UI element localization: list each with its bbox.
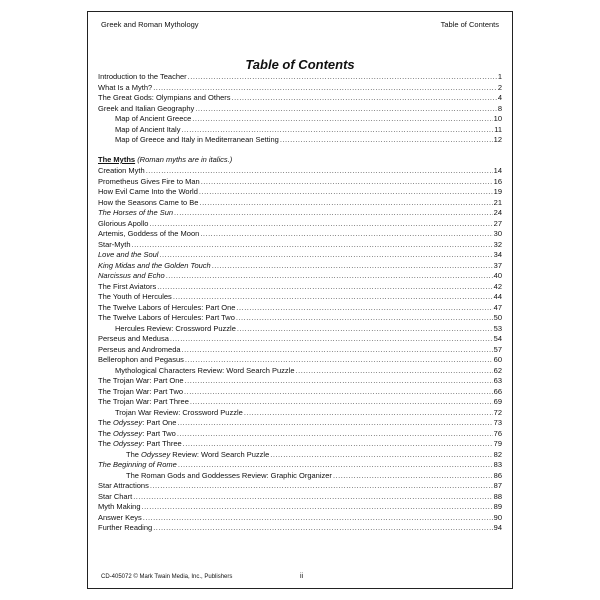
toc-entry <box>98 72 502 83</box>
toc-entry-title: Map of Ancient Italy <box>115 124 181 134</box>
page-footer <box>101 574 499 580</box>
toc-entry-page: 79 <box>493 439 502 448</box>
toc-entry <box>98 261 502 272</box>
toc-entry-page: 4 <box>497 93 502 102</box>
toc-entry-page: 19 <box>493 187 502 196</box>
toc-entry-page: 10 <box>493 114 502 123</box>
toc-entry <box>98 292 502 303</box>
toc-entry-page: 50 <box>493 313 502 322</box>
toc-entry-page: 37 <box>493 260 502 270</box>
toc-entry-title: Introduction to the Teacher <box>98 72 187 81</box>
toc-entry <box>98 513 502 524</box>
toc-leader-dots <box>185 355 493 366</box>
toc-entry <box>98 460 502 471</box>
running-header <box>101 20 499 29</box>
toc-entry <box>98 345 502 356</box>
toc-leader-dots <box>177 429 493 440</box>
toc-leader-dots <box>185 376 493 387</box>
toc-entry-title: Perseus and Medusa <box>98 334 169 343</box>
toc-leader-dots <box>237 324 493 335</box>
toc-entry-page: 54 <box>493 334 502 343</box>
toc-entry-page: 72 <box>493 407 502 417</box>
toc-leader-dots <box>177 418 492 429</box>
toc-entry-title: Mythological Characters Review: Word Search Puzzle <box>115 365 295 375</box>
toc-entry-title: The Horses of the Sun <box>98 208 174 217</box>
toc-entry-page: 40 <box>493 271 502 280</box>
toc-entry-page: 34 <box>493 250 502 259</box>
toc-entry-page: 73 <box>493 418 502 427</box>
toc-leader-dots <box>146 166 493 177</box>
toc-entry-title: Prometheus Gives Fire to Man <box>98 176 200 186</box>
toc-leader-dots <box>192 114 492 125</box>
toc-entry-title: The Odyssey: Part Two <box>98 428 176 438</box>
toc-entry-page: 82 <box>493 449 502 459</box>
toc-leader-dots <box>200 229 492 240</box>
toc-entry-title: Artemis, Goddess of the Moon <box>98 229 200 238</box>
toc-leader-dots <box>170 334 493 345</box>
toc-entry-page: 27 <box>493 218 502 228</box>
toc-leader-dots <box>296 366 493 377</box>
myths-heading-note: (Roman myths are in italics.) <box>137 155 233 164</box>
toc-entry-title: Myth Making <box>98 502 141 511</box>
toc-leader-dots <box>142 502 493 513</box>
toc-entry-page: 16 <box>493 176 502 186</box>
toc-entry-page: 63 <box>493 376 502 385</box>
myths-heading-label: The Myths <box>98 155 136 164</box>
toc-entry <box>98 439 502 450</box>
toc-entry <box>98 387 502 398</box>
toc-entry-title: The Odyssey: Part Three <box>98 439 182 448</box>
toc-leader-dots <box>166 271 493 282</box>
toc-entry <box>98 240 502 251</box>
toc-entry-page: 14 <box>493 166 502 175</box>
toc-entry <box>98 250 502 261</box>
toc-entry <box>98 271 502 282</box>
toc-entry-page: 42 <box>493 281 502 291</box>
header-section-title: Table of Contents <box>440 20 499 29</box>
toc-leader-dots <box>199 198 492 209</box>
toc-entry <box>98 104 502 115</box>
toc-entry-title: Hercules Review: Crossword Puzzle <box>115 323 236 333</box>
toc-entry-page: 76 <box>493 428 502 438</box>
toc-leader-dots <box>132 240 493 251</box>
toc-entry-title: The Twelve Labors of Hercules: Part One <box>98 302 236 312</box>
toc-leader-dots <box>270 450 492 461</box>
toc-entry <box>98 502 502 513</box>
toc-entry <box>98 229 502 240</box>
toc-entry-page: 44 <box>493 292 502 301</box>
toc-entry-title: Map of Greece and Italy in Mediterranean Setting <box>115 135 279 144</box>
toc-entry <box>98 492 502 503</box>
toc-entry-page: 60 <box>493 355 502 364</box>
toc-entry-page: 53 <box>493 323 502 333</box>
toc-entry <box>98 324 502 335</box>
toc-entry-title: Perseus and Andromeda <box>98 344 181 354</box>
toc-entry-title: Star-Myth <box>98 239 131 249</box>
toc-entry-title: King Midas and the Golden Touch <box>98 260 211 270</box>
toc-leader-dots <box>199 187 493 198</box>
footer-copyright: CD-405072 © Mark Twain Media, Inc., Publishers <box>101 574 233 580</box>
toc-leader-dots <box>190 397 493 408</box>
toc-entry-title: Glorious Apollo <box>98 218 149 228</box>
toc-entry-title: The Trojan War: Part Three <box>98 397 189 406</box>
toc-leader-dots <box>244 408 493 419</box>
toc-leader-dots <box>212 261 493 272</box>
toc-entry <box>98 93 502 104</box>
toc-leader-dots <box>153 523 492 534</box>
toc-entry-title: Trojan War Review: Crossword Puzzle <box>115 407 243 417</box>
document-page <box>87 11 513 589</box>
toc-leader-dots <box>150 481 493 492</box>
toc-entry-page: 62 <box>493 365 502 375</box>
toc-entry-page: 32 <box>493 239 502 249</box>
toc-entry-page: 94 <box>493 523 502 532</box>
toc-entry <box>98 219 502 230</box>
toc-entry-page: 30 <box>493 229 502 238</box>
page-title: Table of Contents <box>245 57 355 72</box>
toc-entry-title: Star Chart <box>98 491 133 501</box>
toc-entry-title: The Odyssey: Part One <box>98 418 177 427</box>
toc-entry-page: 24 <box>493 208 502 217</box>
toc-entry-title: Star Attractions <box>98 481 149 490</box>
toc-entry-page: 83 <box>493 460 502 469</box>
toc-leader-dots <box>157 282 492 293</box>
toc-leader-dots <box>159 250 492 261</box>
toc-entry <box>98 198 502 209</box>
toc-entry-page: 86 <box>493 470 502 480</box>
toc-entry-page: 87 <box>493 481 502 490</box>
toc-entry <box>98 523 502 534</box>
toc-entry <box>98 397 502 408</box>
toc-entry-title: Answer Keys <box>98 512 142 522</box>
toc-entry-title: How Evil Came Into the World <box>98 187 198 196</box>
toc-entry-page: 88 <box>493 491 502 501</box>
toc-entry-page: 1 <box>497 72 502 81</box>
toc-leader-dots <box>133 492 492 503</box>
toc-entry-title: The First Aviators <box>98 281 157 291</box>
toc-entry <box>98 83 502 94</box>
toc-entry <box>98 376 502 387</box>
toc-entry <box>98 313 502 324</box>
toc-entry <box>98 208 502 219</box>
toc-entry <box>98 471 502 482</box>
toc-leader-dots <box>280 135 493 146</box>
toc-entry-page: 57 <box>493 344 502 354</box>
toc-leader-dots <box>184 387 493 398</box>
toc-leader-dots <box>188 72 497 83</box>
toc-entry-page: 8 <box>497 103 502 113</box>
toc-leader-dots <box>236 303 492 314</box>
toc-leader-dots <box>149 219 492 230</box>
toc-entry <box>98 177 502 188</box>
toc-entry <box>98 303 502 314</box>
toc-entry-title: Further Reading <box>98 523 153 532</box>
toc-leader-dots <box>201 177 493 188</box>
toc-leader-dots <box>333 471 493 482</box>
toc-entry-title: The Great Gods: Olympians and Others <box>98 93 231 102</box>
toc-entry-title: Bellerophon and Pegasus <box>98 355 184 364</box>
toc-entry-title: What Is a Myth? <box>98 82 153 92</box>
toc-entry <box>98 114 502 125</box>
myths-section-heading <box>98 154 232 165</box>
toc-leader-dots <box>183 439 493 450</box>
toc-entry-title: The Twelve Labors of Hercules: Part Two <box>98 313 235 322</box>
toc-entry <box>98 418 502 429</box>
header-book-title: Greek and Roman Mythology <box>101 20 199 29</box>
toc-leader-dots <box>143 513 493 524</box>
toc-entry-page: 21 <box>493 197 502 207</box>
toc-leader-dots <box>181 125 493 136</box>
toc-entry-page: 66 <box>493 386 502 396</box>
toc-leader-dots <box>174 208 493 219</box>
toc-entry-page: 47 <box>493 302 502 312</box>
toc-entry-title: Love and the Soul <box>98 250 159 259</box>
toc-entry-title: Creation Myth <box>98 166 145 175</box>
toc-entry <box>98 450 502 461</box>
toc-entry <box>98 334 502 345</box>
toc-entry-title: Greek and Italian Geography <box>98 103 195 113</box>
toc-entry <box>98 135 502 146</box>
toc-intro-list <box>98 72 502 146</box>
toc-entry-title: The Roman Gods and Goddesses Review: Graphic Organizer <box>126 470 332 480</box>
toc-myths-list <box>98 166 502 534</box>
toc-entry <box>98 366 502 377</box>
toc-entry-title: How the Seasons Came to Be <box>98 197 199 207</box>
toc-entry-page: 89 <box>493 502 502 511</box>
toc-entry-page: 11 <box>494 124 502 134</box>
toc-leader-dots <box>153 83 497 94</box>
toc-entry-title: The Trojan War: Part Two <box>98 386 184 396</box>
toc-entry-title: Map of Ancient Greece <box>115 114 192 123</box>
toc-entry <box>98 187 502 198</box>
toc-entry <box>98 355 502 366</box>
toc-entry-page: 90 <box>493 512 502 522</box>
toc-entry <box>98 282 502 293</box>
toc-leader-dots <box>178 460 493 471</box>
footer-page-number: ii <box>300 573 304 580</box>
toc-entry-page: 12 <box>493 135 502 144</box>
toc-entry <box>98 166 502 177</box>
toc-entry <box>98 408 502 419</box>
toc-entry <box>98 125 502 136</box>
toc-leader-dots <box>195 104 497 115</box>
toc-entry-title: The Trojan War: Part One <box>98 376 184 385</box>
toc-leader-dots <box>236 313 493 324</box>
toc-leader-dots <box>173 292 493 303</box>
toc-entry <box>98 429 502 440</box>
toc-entry-title: The Beginning of Rome <box>98 460 177 469</box>
toc-entry-title: Narcissus and Echo <box>98 271 165 280</box>
toc-leader-dots <box>232 93 497 104</box>
toc-entry-page: 69 <box>493 397 502 406</box>
toc-entry-title: The Youth of Hercules <box>98 292 172 301</box>
toc-entry-title: The Odyssey Review: Word Search Puzzle <box>126 449 270 459</box>
toc-entry <box>98 481 502 492</box>
toc-leader-dots <box>182 345 493 356</box>
toc-entry-page: 2 <box>497 82 502 92</box>
